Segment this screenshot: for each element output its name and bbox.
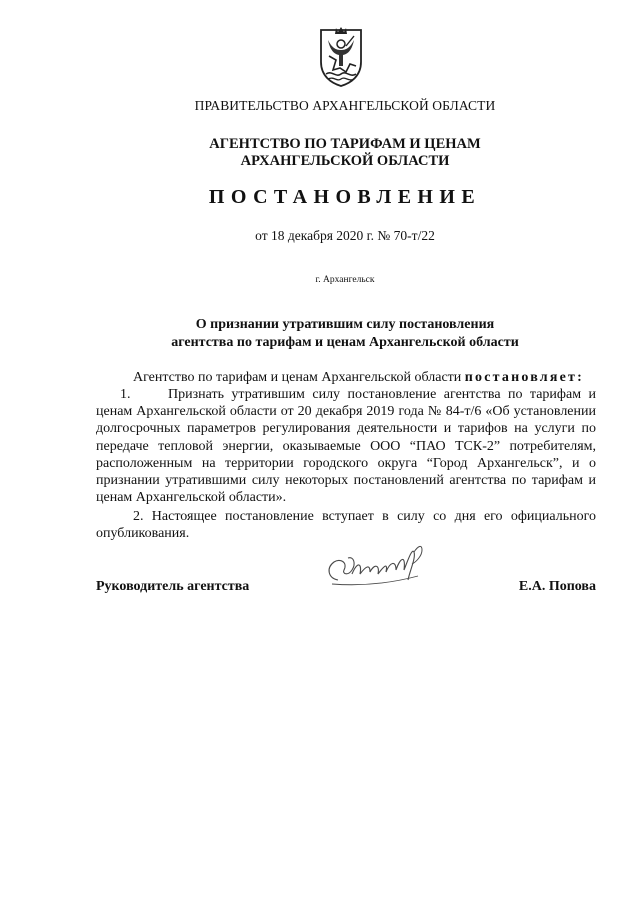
subject-line2: агентства по тарифам и ценам Архангельской области	[171, 335, 519, 350]
paragraph-item-1	[96, 386, 596, 506]
document-type: ПОСТАНОВЛЕНИЕ	[208, 186, 482, 208]
signer-title: Руководитель агентства	[96, 579, 250, 594]
document-subject	[0, 316, 640, 352]
signer-name: Е.А. Попова	[518, 579, 596, 594]
handwritten-signature-icon	[318, 540, 433, 598]
intro-paragraph	[96, 369, 596, 386]
item-1-number: 1.	[120, 387, 131, 402]
government-name: ПРАВИТЕЛЬСТВО АРХАНГЕЛЬСКОЙ ОБЛАСТИ	[194, 98, 496, 113]
coat-of-arms-icon	[316, 26, 366, 88]
city-name: г. Архангельск	[315, 275, 375, 285]
agency-name-line1: АГЕНТСТВО ПО ТАРИФАМ И ЦЕНАМ	[209, 136, 481, 152]
document-date-number: от 18 декабря 2020 г. № 70-т/22	[255, 228, 435, 243]
item-1-text: Признать утратившим силу постановление агентства по тарифам и ценам Архангельской области от 20 декабря 2019 года № 84-т/6 «Об установлении долгосрочных параметров регулирования деятельности и тарифов на услуги по передаче тепловой энергии, оказываемые ООО “ПАО ТСК-2” потребителям, расположенным на территории городского округа “Город Архангельск”, и о признании утратившими силу некоторых постановлений агентства по тарифам и ценам Архангельской области».	[96, 387, 596, 506]
agency-name-line2: АРХАНГЕЛЬСКОЙ ОБЛАСТИ	[240, 153, 450, 169]
agency-name	[0, 136, 640, 170]
intro-verb: постановляет:	[464, 370, 584, 385]
paragraph-item-2: 2. Настоящее постановление вступает в силу со дня его официального опубликования.	[96, 509, 596, 542]
subject-line1: О признании утратившим силу постановления	[195, 317, 495, 332]
intro-text: Агентство по тарифам и ценам Архангельской области	[133, 370, 462, 385]
